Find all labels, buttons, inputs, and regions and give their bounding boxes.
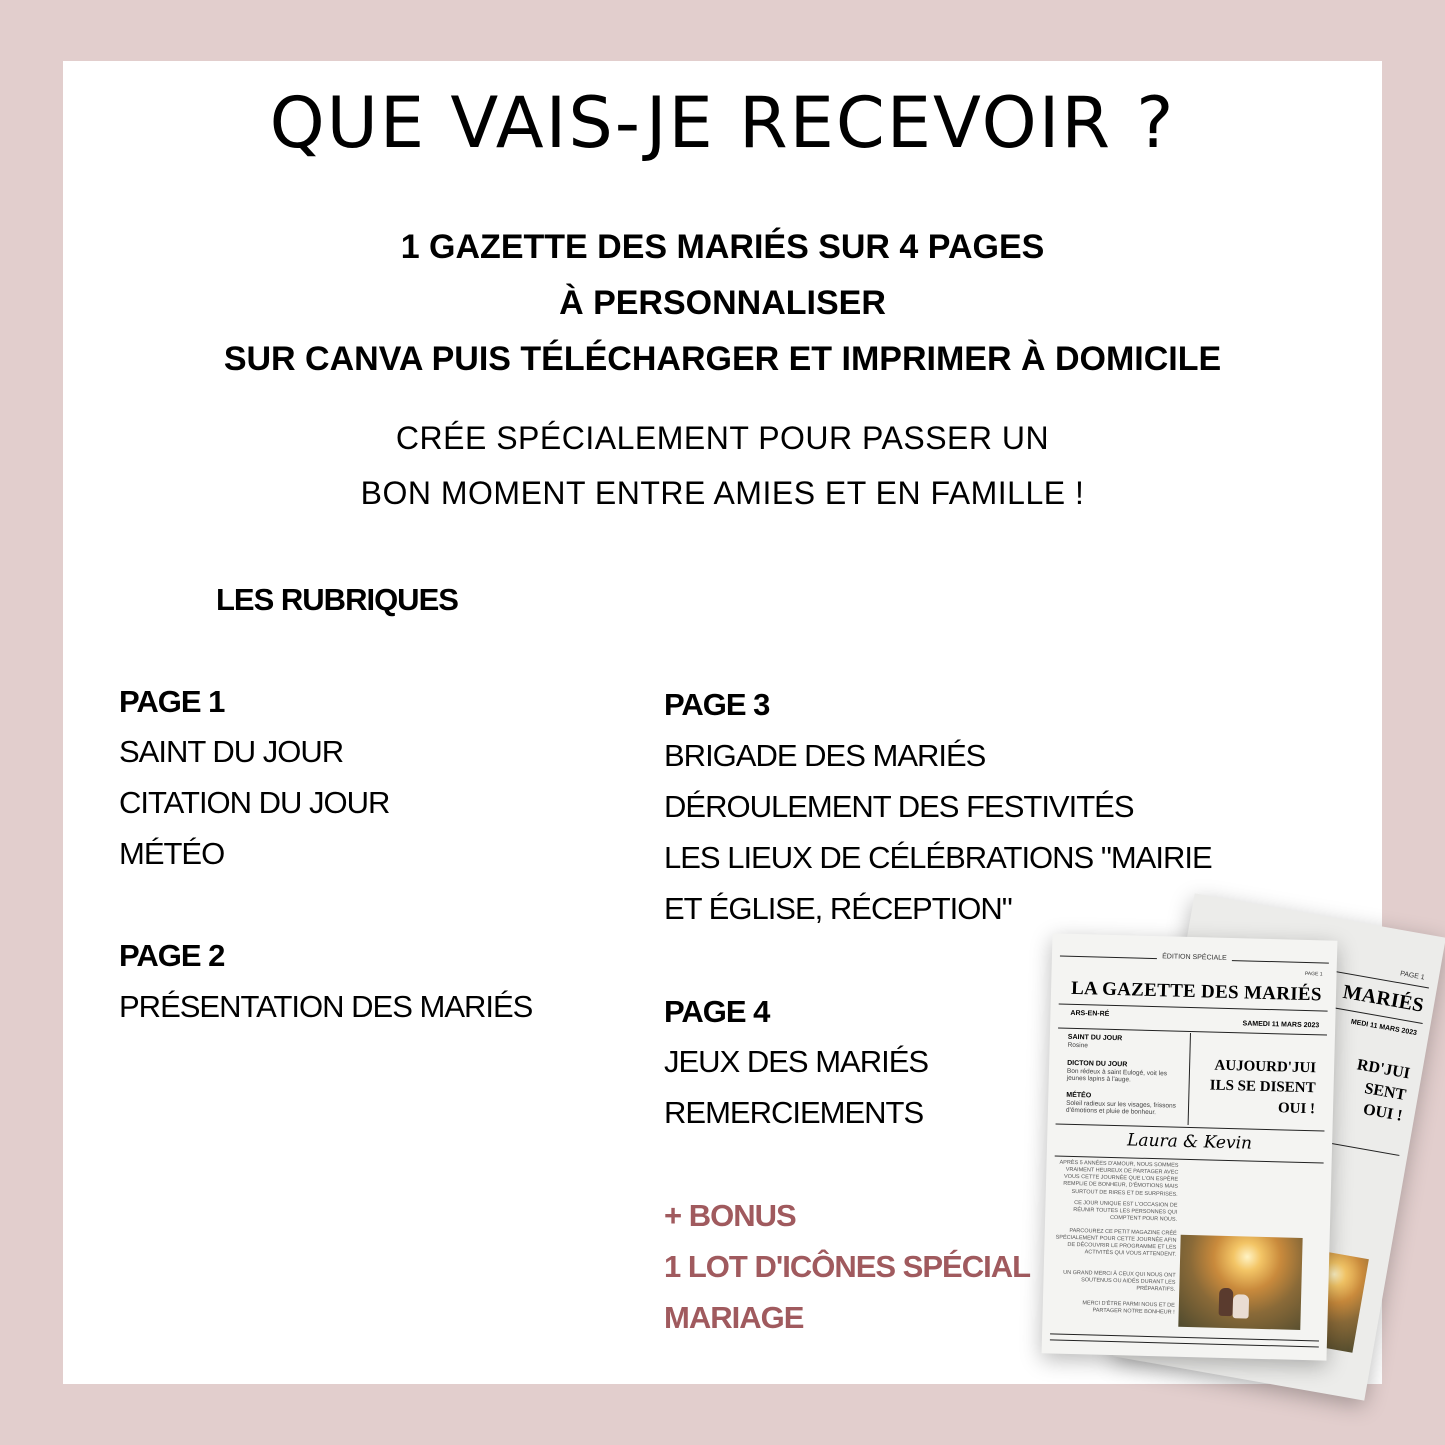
subtitle-line-2: BON MOMENT ENTRE AMIES ET EN FAMILLE !: [360, 475, 1085, 511]
page3-item: DÉROULEMENT DES FESTIVITÉS: [664, 789, 1134, 824]
page3-item: ET ÉGLISE, RÉCEPTION": [664, 891, 1012, 926]
page3-item: LES LIEUX DE CÉLÉBRATIONS "MAIRIE: [664, 840, 1212, 875]
np-couple-names: Laura & Kevin: [1126, 1130, 1253, 1154]
page1-item: SAINT DU JOUR: [119, 734, 344, 769]
bonus-line: 1 LOT D'ICÔNES SPÉCIAL: [664, 1249, 1031, 1284]
np-column-divider: [1188, 1033, 1191, 1125]
np-page-label: PAGE 1: [1304, 970, 1323, 978]
page1-item: MÉTÉO: [119, 836, 225, 871]
np-paragraph: CE JOUR UNIQUE EST L'OCCASION DE RÉUNIR TOUTES LES PERSONNES QUI COMPTENT POUR NOUS.: [1073, 1200, 1178, 1223]
np-back-headline: RD'JUI SENT OUI !: [1355, 1056, 1412, 1125]
page4-item: JEUX DES MARIÉS: [664, 1044, 929, 1079]
page3-item: BRIGADE DES MARIÉS: [664, 738, 986, 773]
np-dicton-label: DICTON DU JOUR: [1067, 1059, 1128, 1069]
bonus-label: + BONUS: [664, 1198, 796, 1233]
np-paragraph: APRÈS 5 ANNÉES D'AMOUR, NOUS SOMMES VRAIMENT HEUREUX DE PARTAGER AVEC VOUS CETTE JOURNÉE QUE L'ON ESPÈRE REMPLIE DE BONHEUR, D'ÉMOTIONS MAIS SURTOUT DE RIRES ET DE SURPRISES.: [1059, 1159, 1179, 1198]
page2-title: PAGE 2: [119, 938, 225, 973]
np-saint-value: Rosine: [1067, 1041, 1088, 1050]
rubriques-heading: LES RUBRIQUES: [216, 582, 458, 617]
lead-line-3: SUR CANVA PUIS TÉLÉCHARGER ET IMPRIMER À DOMICILE: [223, 340, 1222, 378]
np-headline: AUJOURD'JUI ILS SE DISENT OUI !: [1209, 1057, 1317, 1117]
np-date: SAMEDI 11 MARS 2023: [1242, 1020, 1320, 1030]
np-masthead: LA GAZETTE DES MARIÉS: [1070, 977, 1323, 1006]
page1-title: PAGE 1: [119, 684, 225, 719]
np-couple-photo: [1178, 1235, 1302, 1330]
page2-item: PRÉSENTATION DES MARIÉS: [119, 989, 533, 1024]
np-back-date: MEDI 11 MARS 2023: [1350, 1018, 1418, 1038]
subtitle-line-1: CRÉE SPÉCIALEMENT POUR PASSER UN: [395, 420, 1050, 456]
np-back-page-label: PAGE 1: [1399, 970, 1426, 982]
np-paragraph: UN GRAND MERCI À CEUX QUI NOUS ONT SOUTENUS OU AIDÉS DURANT LES PRÉPARATIFS.: [1063, 1269, 1176, 1293]
page3-title: PAGE 3: [664, 687, 770, 722]
newspaper-front-sheet: [1042, 933, 1338, 1360]
page1-item: CITATION DU JOUR: [119, 785, 390, 820]
lead-line-1: 1 GAZETTE DES MARIÉS SUR 4 PAGES: [400, 228, 1045, 266]
np-back-masthead: MARIÉS: [1341, 980, 1426, 1017]
page-title: QUE VAIS-JE RECEVOIR ?: [269, 82, 1176, 164]
np-dicton-value: Bon rédeux à saint Eulogé, voit les jeunes lapins à l'auge.: [1066, 1067, 1168, 1084]
page4-title: PAGE 4: [664, 994, 770, 1029]
np-paragraph: PARCOUREZ CE PETIT MAGAZINE CRÉÉ SPÉCIALEMENT POUR CETTE JOURNÉE AFIN DE DÉCOUVRIR LE PROGRAMME ET LES ACTIVITÉS QUI VOUS ATTENDENT.: [1055, 1227, 1177, 1259]
np-meteo-value: Soleil radieux sur les visages, frissons d'émotions et pluie de bonheur.: [1065, 1099, 1176, 1117]
lead-line-2: À PERSONNALISER: [559, 284, 886, 322]
np-edition: ÉDITION SPÉCIALE: [1052, 950, 1337, 966]
bonus-line: MARIAGE: [664, 1300, 804, 1335]
np-location: ARS-EN-RÉ: [1070, 1009, 1110, 1018]
np-saint-label: SAINT DU JOUR: [1067, 1033, 1123, 1043]
np-paragraph: MERCI D'ÊTRE PARMI NOUS ET DE PARTAGER NOTRE BONHEUR !: [1082, 1300, 1175, 1316]
page4-item: REMERCIEMENTS: [664, 1095, 924, 1130]
np-meteo-label: MÉTÉO: [1066, 1091, 1092, 1100]
